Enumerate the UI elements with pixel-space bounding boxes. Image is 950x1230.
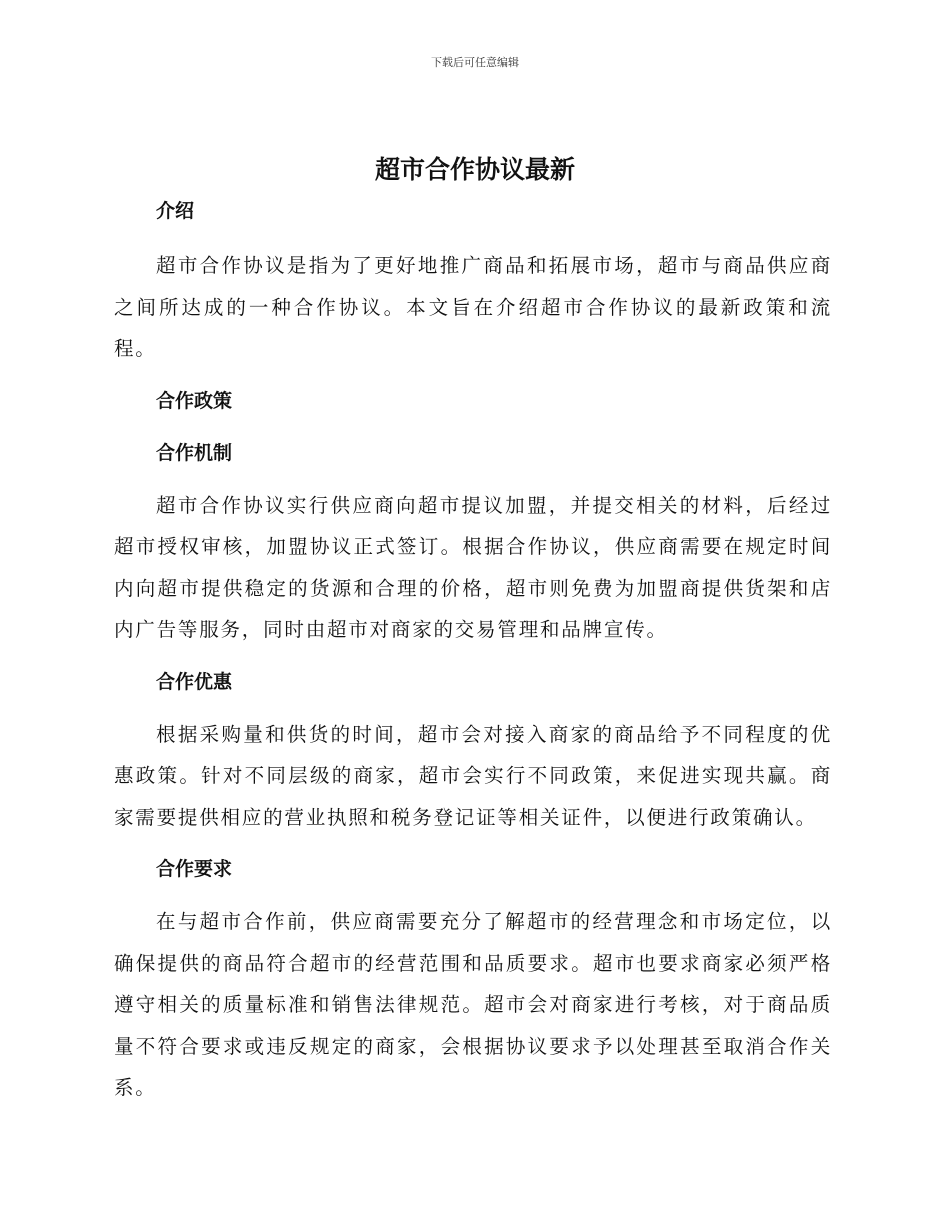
section-heading-requirements: 合作要求 bbox=[156, 858, 233, 880]
document-title: 超市合作协议最新 bbox=[374, 155, 575, 184]
section-heading-mechanism: 合作机制 bbox=[156, 441, 233, 464]
section-heading-discount: 合作优惠 bbox=[156, 670, 233, 693]
section-heading-intro: 介绍 bbox=[156, 200, 195, 222]
paragraph-requirements: 在与超市合作前，供应商需要充分了解超市的经营理念和市场定位，以确保提供的商品符合超市的经营范围和品质要求。超市也要求商家必须严格遵守相关的质量标准和销售法律规范。超市会对商家进行考核，对于商品质量不符合要求或违反规定的商家，会根据协议要求予以处理甚至取消合作关系。 bbox=[114, 910, 832, 1099]
paragraph-intro: 超市合作协议是指为了更好地推广商品和拓展市场，超市与商品供应商之间所达成的一种合作协议。本文旨在介绍超市合作协议的最新政策和流程。 bbox=[114, 254, 832, 360]
paragraph-mechanism: 超市合作协议实行供应商向超市提议加盟，并提交相关的材料，后经过超市授权审核，加盟协议正式签订。根据合作协议，供应商需要在规定时间内向超市提供稳定的货源和合理的价格，超市则免费为加盟商提供货架和店内广告等服务，同时由超市对商家的交易管理和品牌宣传。 bbox=[114, 493, 832, 641]
paragraph-discount: 根据采购量和供货的时间，超市会对接入商家的商品给予不同程度的优惠政策。针对不同层级的商家，超市会实行不同政策，来促进实现共赢。商家需要提供相应的营业执照和税务登记证等相关证件，以便进行政策确认。 bbox=[114, 722, 832, 829]
section-heading-policy: 合作政策 bbox=[156, 389, 233, 412]
document-body bbox=[114, 196, 832, 1109]
header-note: 下载后可任意编辑 bbox=[431, 56, 519, 69]
